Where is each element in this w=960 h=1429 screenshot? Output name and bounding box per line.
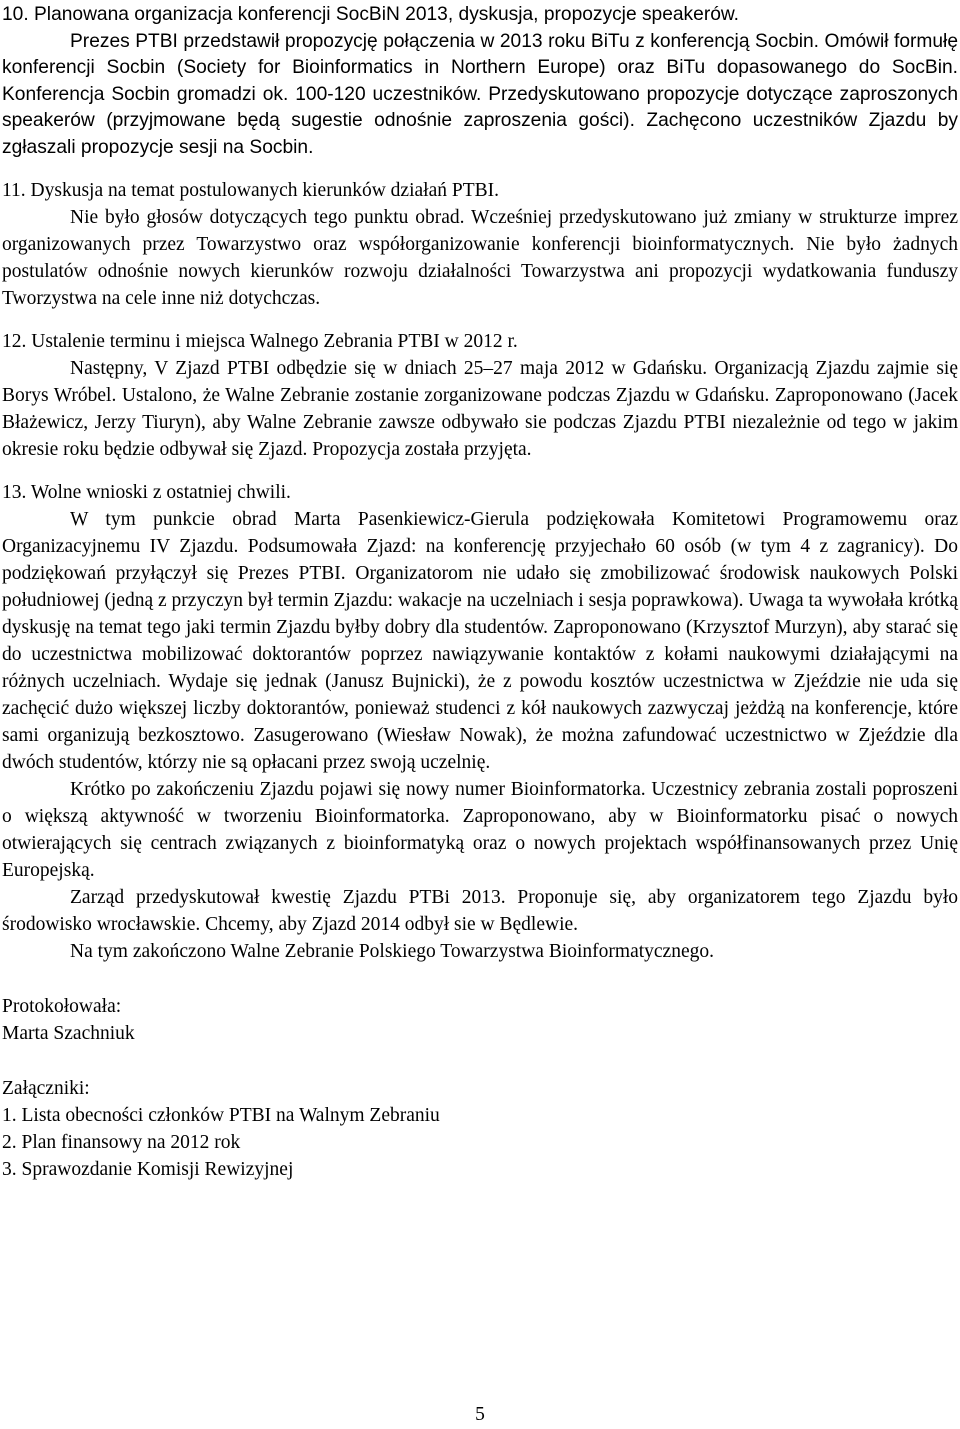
- page-number: 5: [475, 1404, 485, 1425]
- section-13-paragraph: Na tym zakończono Walne Zebranie Polskiego Towarzystwa Bioinformatycznego.: [70, 941, 714, 962]
- section-10: [2, 2, 958, 161]
- section-11-heading: 11. Dyskusja na temat postulowanych kierunków działań PTBI.: [2, 180, 499, 201]
- signature-label: Protokołowała:: [2, 996, 122, 1017]
- section-11-body: Nie było głosów dotyczących tego punktu obrad. Wcześniej przedyskutowano już zmiany w strukturze imprez organizowanych przez Towarzystwo oraz współorganizowanie konferencji bioinformatycznych. Nie było żadnych postulatów odnośnie nowych kierunków rozwoju działalności Towarzystwa ani propozycji wydatkowania funduszy Tworzystwa na cele inne niż dotychczas.: [2, 207, 958, 309]
- attachments-block: [2, 1075, 958, 1183]
- attachment-item: 3. Sprawozdanie Komisji Rewizyjnej: [2, 1159, 294, 1180]
- attachment-item: 2. Plan finansowy na 2012 rok: [2, 1132, 241, 1153]
- section-12-heading: 12. Ustalenie terminu i miejsca Walnego Zebrania PTBI w 2012 r.: [2, 331, 518, 352]
- attachments-label: Załączniki:: [2, 1078, 90, 1099]
- section-13: [2, 479, 958, 965]
- section-13-paragraph: Krótko po zakończeniu Zjazdu pojawi się nowy numer Bioinformatorka. Uczestnicy zebrania zostali poproszeni o większą aktywność w tworzeniu Bioinformatorka. Zaproponowano, aby w Bioinformatorku pisać o nowych otwierających się centrach związanych z bioinformatyką oraz o nowych projektach współfinansowanych przez Unię Europejską.: [2, 779, 958, 881]
- section-11: [2, 177, 958, 312]
- section-13-paragraph: W tym punkcie obrad Marta Pasenkiewicz-Gierula podziękowała Komitetowi Programowemu oraz Organizacyjnemu IV Zjazdu. Podsumowała Zjazd: na konferencję przyjechało 60 osób (w tym 4 z zagranicy). Do podziękowań przyłączył się Prezes PTBI. Organizatorom nie udało się zmobilizować środowisk naukowych Polski południowej (jedną z przyczyn był termin Zjazdu: wakacje na uczelniach i sesja poprawkowa). Uwaga ta wywołała krótką dyskusję na temat tego jaki termin Zjazdu byłby dobry dla studentów. Zaproponowano (Krzysztof Murzyn), aby starać się do uczestnictwa mobilizować doktorantów poprzez nawiązywanie kontaktów z kołami naukowymi działającymi na różnych uczelniach. Wydaje się jednak (Janusz Bujnicki), że z powodu kosztów uczestnictwa w Zjeździe nie uda się zachęcić dużo większej liczby doktorantów, ponieważ studenci z kół naukowych zazwyczaj jeżdżą na konferencje, które sami organizują bezkosztowo. Zasugerowano (Wiesław Nowak), że można zafundować uczestnictwo w Zjeździe dla dwóch studentów, którzy nie są opłacani przez swoją uczelnię.: [2, 509, 958, 773]
- section-12-body: Następny, V Zjazd PTBI odbędzie się w dniach 25–27 maja 2012 w Gdańsku. Organizacją Zjazdu zajmie się Borys Wróbel. Ustalono, że Walne Zebranie zostanie zorganizowane podczas Zjazdu w Gdańsku. Zaproponowano (Jacek Błażewicz, Jerzy Tiuryn), aby Walne Zebranie zawsze odbywało sie podczas Zjazdu PTBI niezależnie od tego w jakim okresie roku będzie odbywał się Zjazd. Propozycja została przyjęta.: [2, 358, 958, 460]
- section-10-heading: 10. Planowana organizacja konferencji SocBiN 2013, dyskusja, propozycje speakerów.: [2, 4, 740, 25]
- signature-block: [2, 993, 958, 1047]
- section-12: [2, 328, 958, 463]
- signature-name: Marta Szachniuk: [2, 1023, 135, 1044]
- section-10-body: Prezes PTBI przedstawił propozycję połączenia w 2013 roku BiTu z konferencją Socbin. Omówił formułę konferencji Socbin (Society for Bioinformatics in Northern Europe) oraz BiTu dopasowanego do SocBin. Konferencja Socbin gromadzi ok. 100-120 uczestników. Przedyskutowano propozycje dotyczące zaproszonych speakerów (przyjmowane będą sugestie odnośnie zaproszenia gości). Zachęcono uczestników Zjazdu by zgłaszali propozycje sesji na Socbin.: [2, 30, 958, 158]
- section-13-paragraph: Zarząd przedyskutował kwestię Zjazdu PTBi 2013. Proponuje się, aby organizatorem tego Zjazdu było środowisko wrocławskie. Chcemy, aby Zjazd 2014 odbył sie w Będlewie.: [2, 887, 958, 935]
- attachment-item: 1. Lista obecności członków PTBI na Walnym Zebraniu: [2, 1105, 440, 1126]
- section-13-heading: 13. Wolne wnioski z ostatniej chwili.: [2, 482, 291, 503]
